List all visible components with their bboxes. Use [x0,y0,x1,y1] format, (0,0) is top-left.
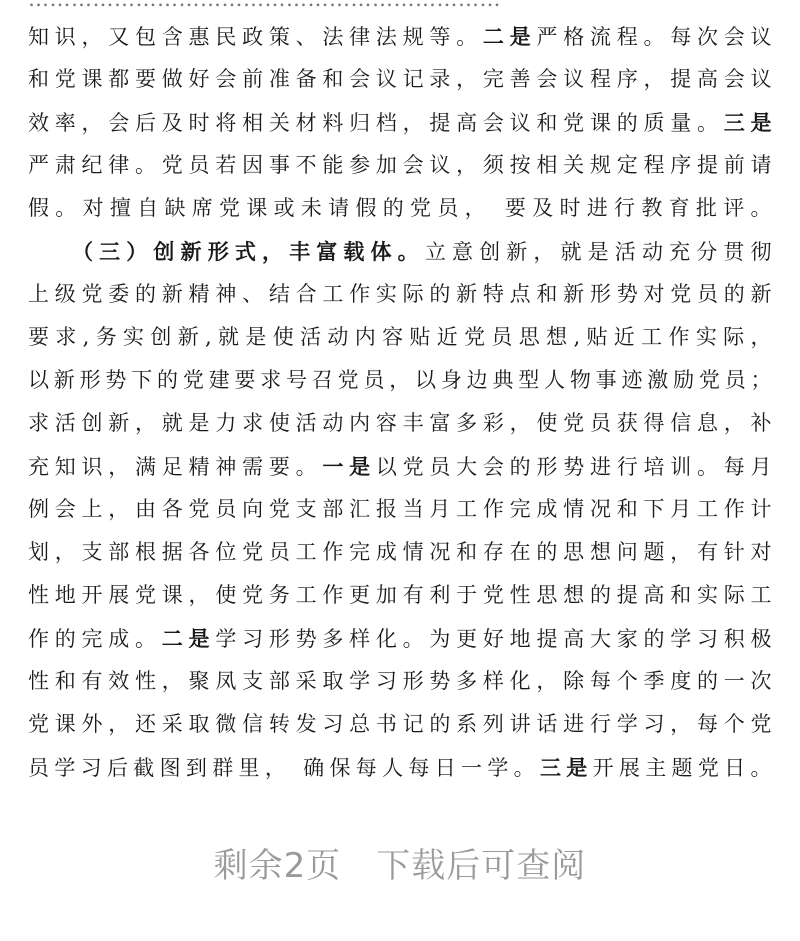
bold-text: 三是 [723,110,772,135]
text-line [28,58,772,101]
text-run: 立意创新，就是活动充分贯彻 [424,240,772,264]
text-line [28,101,772,144]
text-run: 上级党委的新精神、结合工作实际的新特点和新形势对党员的新 [28,282,772,306]
text-run: 以党员大会的形势进行培训。每月 [375,455,772,479]
text-line [28,15,772,58]
text-line [28,144,772,187]
bold-text: （三）创新形式，丰富载体。 [72,239,425,264]
text-line [28,574,772,617]
text-run: 作的完成。 [28,627,162,651]
text-run: 求活创新，就是力求使活动内容丰富多彩，使党员获得信息，补 [28,411,772,435]
text-run: 严格流程。每次会议 [536,25,772,49]
text-line [28,531,772,574]
text-run: 学习形势多样化。为更好地提高大家的学习积极 [215,627,772,651]
text-line [28,359,772,402]
text-line [28,402,772,445]
bold-text: 一是 [322,454,376,479]
text-line [28,660,772,703]
text-run: 假。对擅自缺席党课或未请假的党员， 要及时进行教育批评。 [28,196,772,220]
text-line [28,746,772,789]
text-run: 例会上，由各党员向党支部汇报当月工作完成情况和下月工作计 [28,497,772,521]
text-run: 性和有效性，聚凤支部采取学习形势多样化，除每个季度的一次 [28,669,772,693]
bold-text: 三是 [539,755,593,780]
text-line [28,316,772,359]
text-line [28,703,772,746]
text-run: 以新形势下的党建要求号召党员，以身边典型人物事迹激励党员； [28,368,772,392]
text-run: 效率，会后及时将相关材料归档，提高会议和党课的质量。 [28,111,724,135]
text-run: 党课外，还采取微信转发习总书记的系列讲话进行学习，每个党 [28,712,772,736]
text-line [28,617,772,660]
text-run: 知识，又包含惠民政策、法律法规等。 [28,25,483,49]
text-line [28,273,772,316]
text-run: 划，支部根据各位党员工作完成情况和存在的思想问题，有针对 [28,540,772,564]
remaining-pages-notice[interactable]: 剩余2页 下载后可查阅 [213,846,587,886]
bold-text: 二是 [482,24,537,49]
text-run: 性地开展党课，使党务工作更加有利于党性思想的提高和实际工 [28,583,772,607]
bold-text: 二是 [161,626,216,651]
text-run [28,0,501,11]
text-run: 严肃纪律。党员若因事不能参加会议，须按相关规定程序提前请 [28,153,772,177]
text-line [28,187,772,230]
text-run: 要求,务实创新,就是使活动内容贴近党员思想,贴近工作实际， [28,325,772,349]
text-run: 和党课都要做好会前准备和会议记录，完善会议程序，提高会议 [28,67,772,91]
text-run: 充知识，满足精神需要。 [28,455,323,479]
text-run: 员学习后截图到群里， 确保每人每日一学。 [28,756,540,780]
text-line [28,445,772,488]
text-run: 开展主题党日。 [592,756,772,780]
text-line [28,488,772,531]
text-line [72,230,772,273]
